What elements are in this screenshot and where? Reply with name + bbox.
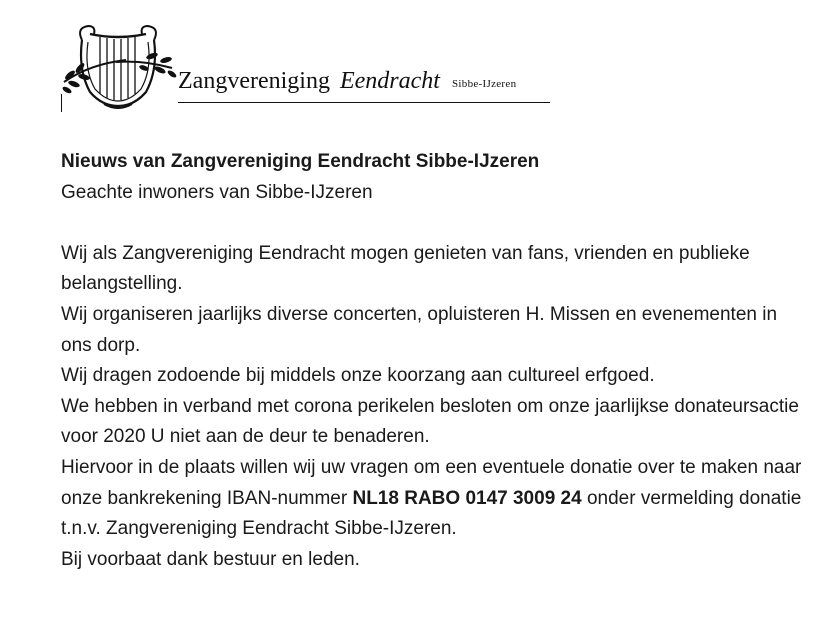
blank-line [61, 208, 806, 239]
donation-text-end: onder vermelding donatie t.n.v. Zangvereniging Eendracht Sibbe-IJzeren. [61, 487, 802, 540]
organisation-name [178, 68, 440, 95]
iban-number: NL18 RABO 0147 3009 24 [352, 487, 582, 509]
donation-text-start: Hiervoor in de plaats willen wij uw vragen om een eventuele donatie over te maken naar onze bankrekening IBAN-nummer [61, 456, 802, 509]
paragraph-heritage: Wij dragen zodoende bij middels onze koorzang aan cultureel erfgoed. [61, 365, 655, 387]
paragraph-concerts: Wij organiseren jaarlijks diverse concerten, opluisteren H. Missen en evenementen in ons dorp. [61, 303, 778, 356]
letter-body [61, 147, 806, 575]
letter-salutation: Geachte inwoners van Sibbe-IJzeren [61, 181, 373, 203]
letter-closing: Bij voorbaat dank bestuur en leden. [61, 548, 360, 570]
letterhead-rule [178, 102, 550, 103]
organisation-name-part1: Zangvereniging [178, 68, 330, 94]
paragraph-donation [61, 453, 806, 545]
organisation-name-part2: Eendracht [339, 68, 440, 94]
text-cursor [61, 94, 62, 112]
paragraph-corona: We hebben in verband met corona perikelen besloten om onze jaarlijkse donateursactie voor 2020 U niet aan de deur te benaderen. [61, 395, 799, 448]
paragraph-fans: Wij als Zangvereniging Eendracht mogen genieten van fans, vrienden en publieke belangstelling. [61, 242, 750, 295]
letter-heading: Nieuws van Zangvereniging Eendracht Sibbe-IJzeren [61, 151, 540, 172]
letterhead-logo [60, 20, 560, 115]
lyre-with-laurel-icon [60, 20, 178, 115]
organisation-place: Sibbe-IJzeren [452, 78, 517, 90]
